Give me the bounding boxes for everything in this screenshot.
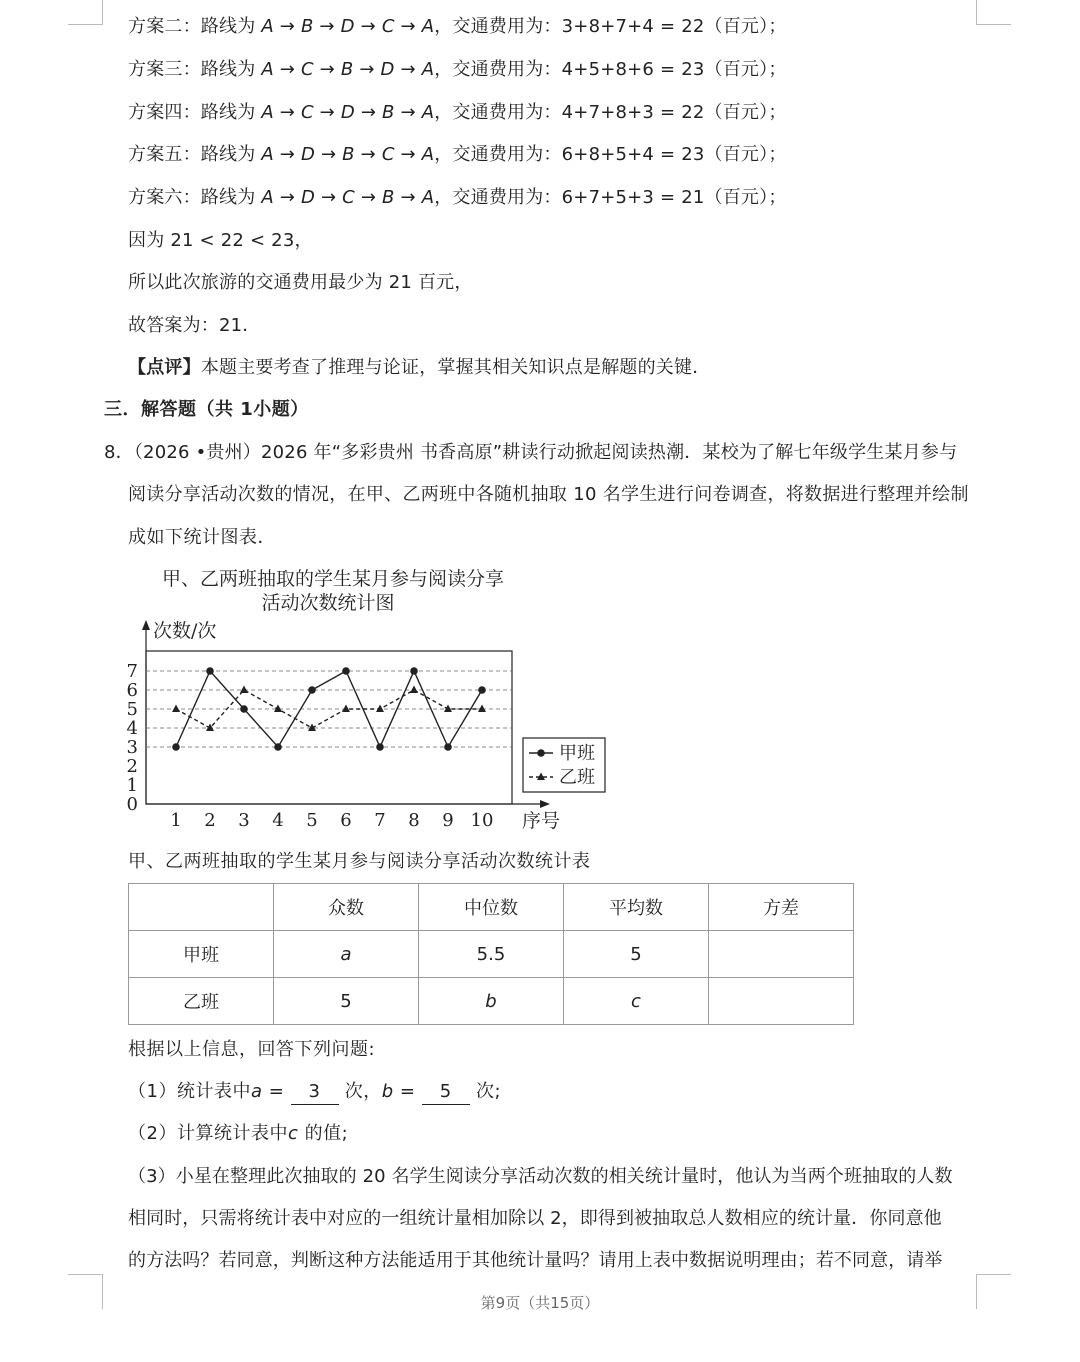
x-tick-label: 6 bbox=[340, 810, 352, 831]
x-tick-label: 1 bbox=[170, 810, 182, 831]
y-tick-label: 0 bbox=[126, 794, 138, 815]
y-tick-label: 4 bbox=[126, 718, 138, 739]
question-line-2: 阅读分享活动次数的情况，在甲、乙两班中各随机抽取 10 名学生进行问卷调查，将数据进行整理并绘制 bbox=[128, 484, 969, 505]
question-3-line-3: 的方法吗？若同意，判断这种方法能适用于其他统计量吗？请用上表中数据说明理由；若不同意，请举 bbox=[128, 1250, 943, 1271]
table-cell: 5.5 bbox=[419, 931, 564, 978]
section-title: 三．解答题（共 1小题） bbox=[104, 399, 309, 420]
table-cell: a bbox=[274, 931, 419, 978]
table-header-cell: 中位数 bbox=[419, 884, 564, 931]
table-cell bbox=[709, 978, 854, 1025]
therefore-line: 所以此次旅游的交通费用最少为 21 百元， bbox=[128, 272, 473, 293]
table-header-cell: 平均数 bbox=[564, 884, 709, 931]
review-text: 本题主要考查了推理与论证，掌握其相关知识点是解题的关键． bbox=[200, 357, 711, 378]
y-tick-label: 3 bbox=[126, 737, 138, 758]
chart-title-line-2: 活动次数统计图 bbox=[261, 592, 395, 614]
data-point bbox=[240, 705, 248, 713]
data-point bbox=[478, 686, 486, 694]
table-cell: c bbox=[564, 978, 709, 1025]
line-chart bbox=[120, 560, 620, 840]
data-point bbox=[444, 743, 452, 751]
question-1: （1）统计表中a = 3 次，b = 5 次; bbox=[128, 1080, 501, 1105]
y-tick-label: 1 bbox=[126, 775, 138, 796]
data-point bbox=[308, 724, 316, 732]
crop-mark-top-right bbox=[976, 0, 1011, 25]
table-cell: 甲班 bbox=[129, 931, 274, 978]
plan-line: 方案五：路线为 A → D → B → C → A，交通费用为：6+8+5+4 = 23（百元）； bbox=[128, 144, 787, 165]
question-line-3: 成如下统计图表． bbox=[128, 527, 276, 548]
table-header-row bbox=[129, 884, 854, 931]
table-row bbox=[129, 931, 854, 978]
x-tick-label: 7 bbox=[374, 810, 386, 831]
crop-mark-top-left bbox=[68, 0, 103, 25]
because-line: 因为 21 < 22 < 23， bbox=[128, 230, 313, 251]
y-tick-label: 7 bbox=[126, 661, 138, 682]
data-point bbox=[376, 705, 384, 713]
data-point bbox=[274, 705, 282, 713]
answer-line: 故答案为：21． bbox=[128, 315, 261, 336]
questions-intro: 根据以上信息，回答下列问题: bbox=[128, 1039, 376, 1060]
data-point bbox=[342, 667, 350, 675]
question-line-1: 8．（2026 •贵州）2026 年“多彩贵州 书香高原”耕读行动掀起阅读热潮．某校为了解七年级学生某月参与 bbox=[104, 442, 958, 463]
plan-line: 方案三：路线为 A → C → B → D → A，交通费用为：4+5+8+6 = 23（百元）； bbox=[128, 59, 787, 80]
y-axis-label: 次数/次 bbox=[153, 620, 217, 642]
data-point bbox=[410, 667, 418, 675]
page-footer: 第9页（共15页） bbox=[480, 1294, 600, 1312]
x-tick-label: 3 bbox=[238, 810, 250, 831]
question-3-line-1: （3）小星在整理此次抽取的 20 名学生阅读分享活动次数的相关统计量时，他认为当两个班抽取的人数 bbox=[128, 1166, 953, 1187]
data-point bbox=[274, 743, 282, 751]
plan-line: 方案二：路线为 A → B → D → C → A，交通费用为：3+8+7+4 = 22（百元）； bbox=[128, 16, 787, 37]
x-axis-arrow bbox=[540, 800, 550, 808]
legend-label: 甲班 bbox=[559, 743, 595, 764]
question-2: （2）计算统计表中c 的值; bbox=[128, 1123, 349, 1144]
table-header-cell: 众数 bbox=[274, 884, 419, 931]
chart-title-line-1: 甲、乙两班抽取的学生某月参与阅读分享 bbox=[161, 568, 505, 590]
table-cell: 5 bbox=[274, 978, 419, 1025]
answer-blank-b: 5 bbox=[422, 1080, 470, 1105]
question-3-line-2: 相同时，只需将统计表中对应的一组统计量相加除以 2，即得到被抽取总人数相应的统计量．你同意他 bbox=[128, 1208, 942, 1229]
table-cell bbox=[709, 931, 854, 978]
data-point bbox=[240, 686, 248, 694]
x-tick-label: 4 bbox=[272, 810, 284, 831]
data-point bbox=[342, 705, 350, 713]
data-point bbox=[410, 686, 418, 694]
data-point bbox=[478, 705, 486, 713]
x-tick-label: 9 bbox=[442, 810, 454, 831]
table-header-cell bbox=[129, 884, 274, 931]
table-cell: b bbox=[419, 978, 564, 1025]
y-tick-label: 2 bbox=[126, 756, 138, 777]
data-point bbox=[308, 686, 316, 694]
y-tick-label: 5 bbox=[126, 699, 138, 720]
review-line bbox=[128, 356, 710, 380]
legend-label: 乙班 bbox=[559, 767, 595, 788]
stats-table bbox=[128, 883, 854, 1025]
answer-blank-a: 3 bbox=[291, 1080, 339, 1105]
x-tick-label: 8 bbox=[408, 810, 420, 831]
legend-marker bbox=[537, 749, 545, 757]
data-point bbox=[172, 743, 180, 751]
table-caption: 甲、乙两班抽取的学生某月参与阅读分享活动次数统计表 bbox=[128, 851, 591, 872]
review-tag: 【点评】 bbox=[128, 357, 201, 378]
plot-area bbox=[127, 620, 550, 831]
data-point bbox=[376, 743, 384, 751]
table-cell: 5 bbox=[564, 931, 709, 978]
legend bbox=[523, 738, 605, 792]
y-tick-label: 6 bbox=[126, 680, 138, 701]
y-axis-arrow bbox=[142, 620, 150, 630]
x-tick-label: 2 bbox=[204, 810, 216, 831]
plan-line: 方案六：路线为 A → D → C → B → A，交通费用为：6+7+5+3 = 21（百元）； bbox=[128, 187, 787, 208]
data-point bbox=[172, 705, 180, 713]
x-tick-label: 10 bbox=[470, 810, 494, 831]
table-row bbox=[129, 978, 854, 1025]
x-tick-label: 5 bbox=[306, 810, 318, 831]
table-header-cell: 方差 bbox=[709, 884, 854, 931]
data-point bbox=[444, 705, 452, 713]
data-point bbox=[206, 667, 214, 675]
plot-frame bbox=[146, 651, 512, 804]
plan-line: 方案四：路线为 A → C → D → B → A，交通费用为：4+7+8+3 = 22（百元）； bbox=[128, 102, 787, 123]
table-cell: 乙班 bbox=[129, 978, 274, 1025]
x-axis-label: 序号 bbox=[522, 810, 561, 832]
